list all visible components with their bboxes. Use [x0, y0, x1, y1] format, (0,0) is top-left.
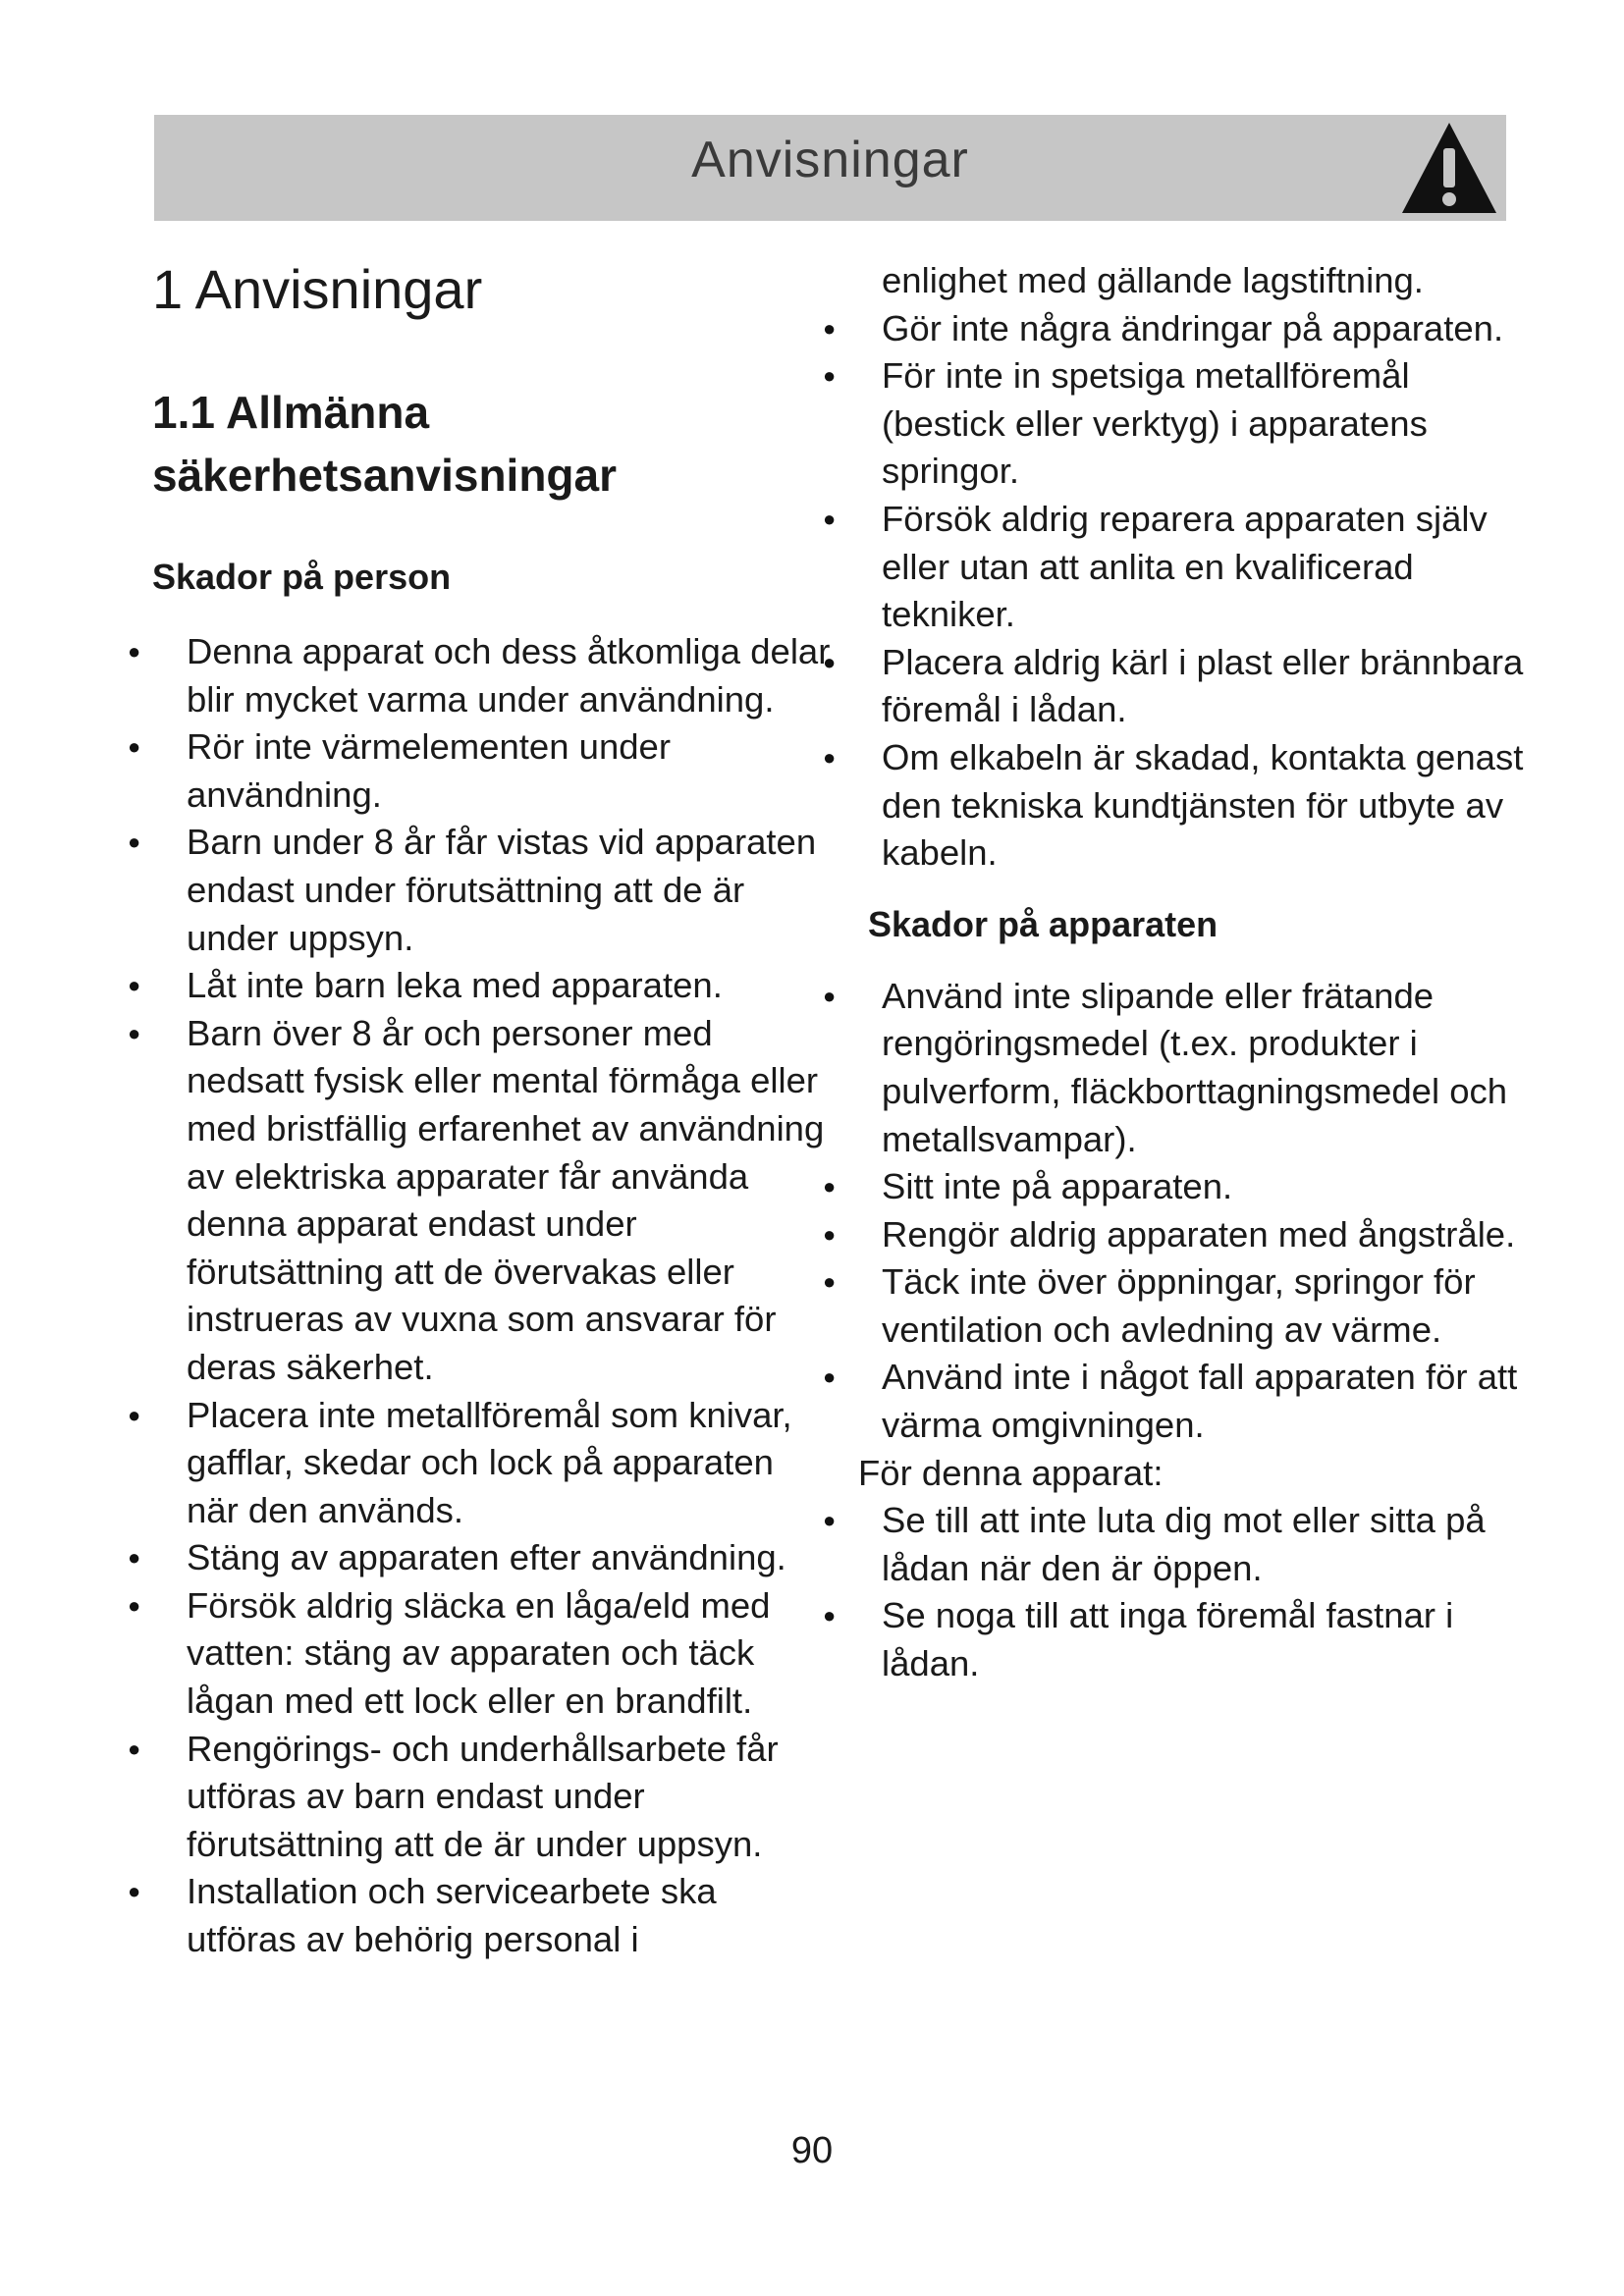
page-header — [154, 115, 1506, 221]
list-item: ● Försök aldrig reparera apparaten själv eller utan att anlita en kvalificerad tekniker. — [823, 496, 1530, 639]
list-item: ● Barn under 8 år får vistas vid apparaten endast under förutsättning att de är under uppsyn. — [128, 819, 835, 962]
list-item: ● Täck inte över öppningar, springor för ventilation och avledning av värme. — [823, 1258, 1530, 1354]
list-item: ● Använd inte slipande eller frätande rengöringsmedel (t.ex. produkter i pulverform, fläckborttagningsmedel och metallsvampar). — [823, 973, 1530, 1163]
subsection-title: 1.1 Allmänna säkerhetsanvisningar — [152, 387, 618, 501]
header-title: Anvisningar — [691, 132, 969, 188]
heading-appliance-damage: Skador på apparaten — [868, 903, 1218, 944]
list-item: ● Rör inte värmelementen under användning. — [128, 723, 835, 819]
list-item: ● Stäng av apparaten efter användning. — [128, 1534, 835, 1582]
list-item: ● Barn över 8 år och personer med nedsatt fysisk eller mental förmåga eller med bristfällig erfarenhet av användning av elektriska apparater får använda denna apparat endast under förutsättning att de övervakas eller instrueras av vuxna som ansvarar för deras säkerhet. — [128, 1010, 835, 1392]
list-item: ● Gör inte några ändringar på apparaten. — [823, 305, 1530, 353]
personal-injury-list-continued — [823, 305, 1530, 878]
left-column — [128, 628, 835, 1964]
list-item: ● Se noga till att inga föremål fastnar i lådan. — [823, 1592, 1530, 1687]
list-item: ● Använd inte i något fall apparaten för att värma omgivningen. — [823, 1354, 1530, 1449]
list-item: ● Placera aldrig kärl i plast eller brännbara föremål i lådan. — [823, 639, 1530, 734]
list-item: ● Sitt inte på apparaten. — [823, 1163, 1530, 1211]
list-item: ● Rengör aldrig apparaten med ångstråle. — [823, 1211, 1530, 1259]
warning-triangle-icon — [1398, 119, 1500, 217]
continued-text: enlighet med gällande lagstiftning. — [882, 260, 1424, 300]
list-item: ● För inte in spetsiga metallföremål (bestick eller verktyg) i apparatens springor. — [823, 352, 1530, 496]
list-item: ● Placera inte metallföremål som knivar, gafflar, skedar och lock på apparaten när den används. — [128, 1392, 835, 1535]
appliance-damage-list — [823, 973, 1530, 1450]
section-title: 1 Anvisningar — [152, 258, 483, 320]
list-item: ● Låt inte barn leka med apparaten. — [128, 962, 835, 1010]
list-item: ● Denna apparat och dess åtkomliga delar blir mycket varma under användning. — [128, 628, 835, 723]
page-number: 90 — [790, 2130, 834, 2171]
list-item: ● Om elkabeln är skadad, kontakta genast den tekniska kundtjänsten för utbyte av kabeln. — [823, 734, 1530, 878]
list-item: ● Installation och servicearbete ska utföras av behörig personal i — [128, 1868, 835, 1963]
list-item: ● Försök aldrig släcka en låga/eld med vatten: stäng av apparaten och täck lågan med ett lock eller en brandfilt. — [128, 1582, 835, 1726]
drawer-list — [823, 1497, 1530, 1687]
appliance-note: För denna apparat: — [858, 1452, 1164, 1493]
list-item: ● Se till att inte luta dig mot eller sitta på lådan när den är öppen. — [823, 1497, 1530, 1592]
right-column — [823, 257, 1530, 1688]
personal-injury-list — [128, 628, 835, 1964]
heading-personal-injury: Skador på person — [152, 557, 452, 597]
list-item: ● Rengörings- och underhållsarbete får utföras av barn endast under förutsättning att de är under uppsyn. — [128, 1726, 835, 1869]
